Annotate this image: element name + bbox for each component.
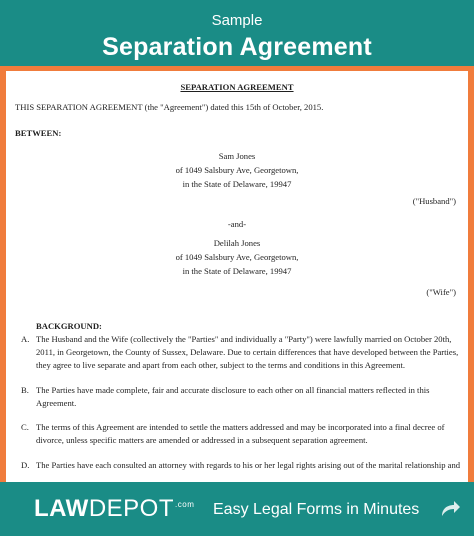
logo-depot: DEPOT — [88, 495, 175, 522]
lawdepot-logo[interactable] — [34, 495, 194, 523]
and-separator: -and- — [227, 219, 247, 229]
wife-name: Delilah Jones — [213, 238, 261, 248]
clause-letter: C. — [21, 422, 29, 432]
logo-law: LAW — [34, 495, 89, 522]
header-title: Separation Agreement — [102, 33, 372, 61]
header-banner — [0, 0, 474, 66]
clause-c — [21, 421, 461, 447]
clause-a — [21, 333, 461, 372]
clause-letter: B. — [21, 385, 29, 395]
footer-banner — [0, 482, 474, 536]
wife-address-line1: of 1049 Salsbury Ave, Georgetown, — [175, 252, 299, 262]
wife-role: ("Wife") — [426, 287, 456, 297]
clause-line: they agree to live separate and apart from each other, subject to the terms and conditions in this Agreement. — [36, 360, 406, 370]
wife-address-line2: in the State of Delaware, 19947 — [182, 266, 292, 276]
clause-line: The Husband and the Wife (collectively the "Parties" and individually a "Party") were lawfully married on October 20th, — [36, 334, 452, 344]
clause-letter: D. — [21, 460, 30, 470]
husband-address-line2: in the State of Delaware, 19947 — [182, 179, 292, 189]
between-label: BETWEEN: — [15, 128, 62, 138]
logo-com: .com — [175, 500, 195, 509]
clause-d — [21, 459, 461, 472]
background-heading: BACKGROUND: — [36, 321, 102, 331]
husband-role: ("Husband") — [412, 196, 456, 206]
clause-b — [21, 384, 461, 410]
husband-address-line1: of 1049 Salsbury Ave, Georgetown, — [175, 165, 299, 175]
clause-line: divorce, unless specific matters are amended or addressed in a subsequent separation agreement. — [36, 435, 368, 445]
clause-letter: A. — [21, 334, 30, 344]
header-subtitle: Sample — [211, 12, 263, 29]
intro-paragraph: THIS SEPARATION AGREEMENT (the "Agreement") dated this 15th of October, 2015. — [15, 102, 324, 112]
husband-name: Sam Jones — [218, 151, 256, 161]
clause-line: The Parties have each consulted an attorney with regards to his or her legal rights arising out of the marital relationship and — [36, 460, 461, 470]
footer-tagline: Easy Legal Forms in Minutes — [213, 501, 420, 518]
share-arrow-icon[interactable] — [437, 496, 463, 522]
document-heading: SEPARATION AGREEMENT — [180, 82, 294, 92]
clause-line: 2011, in Georgetown, the County of Sussex, Delaware. Due to certain differences that have developed between the Parties, — [36, 347, 459, 357]
clause-line: Agreement. — [36, 398, 77, 408]
clause-line: The terms of this Agreement are intended to settle the matters addressed and may be incorporated into a final decree of — [36, 422, 445, 432]
clause-line: The Parties have made complete, fair and accurate disclosure to each other on all financial matters reflected in this — [36, 385, 430, 395]
document-page — [6, 71, 468, 482]
